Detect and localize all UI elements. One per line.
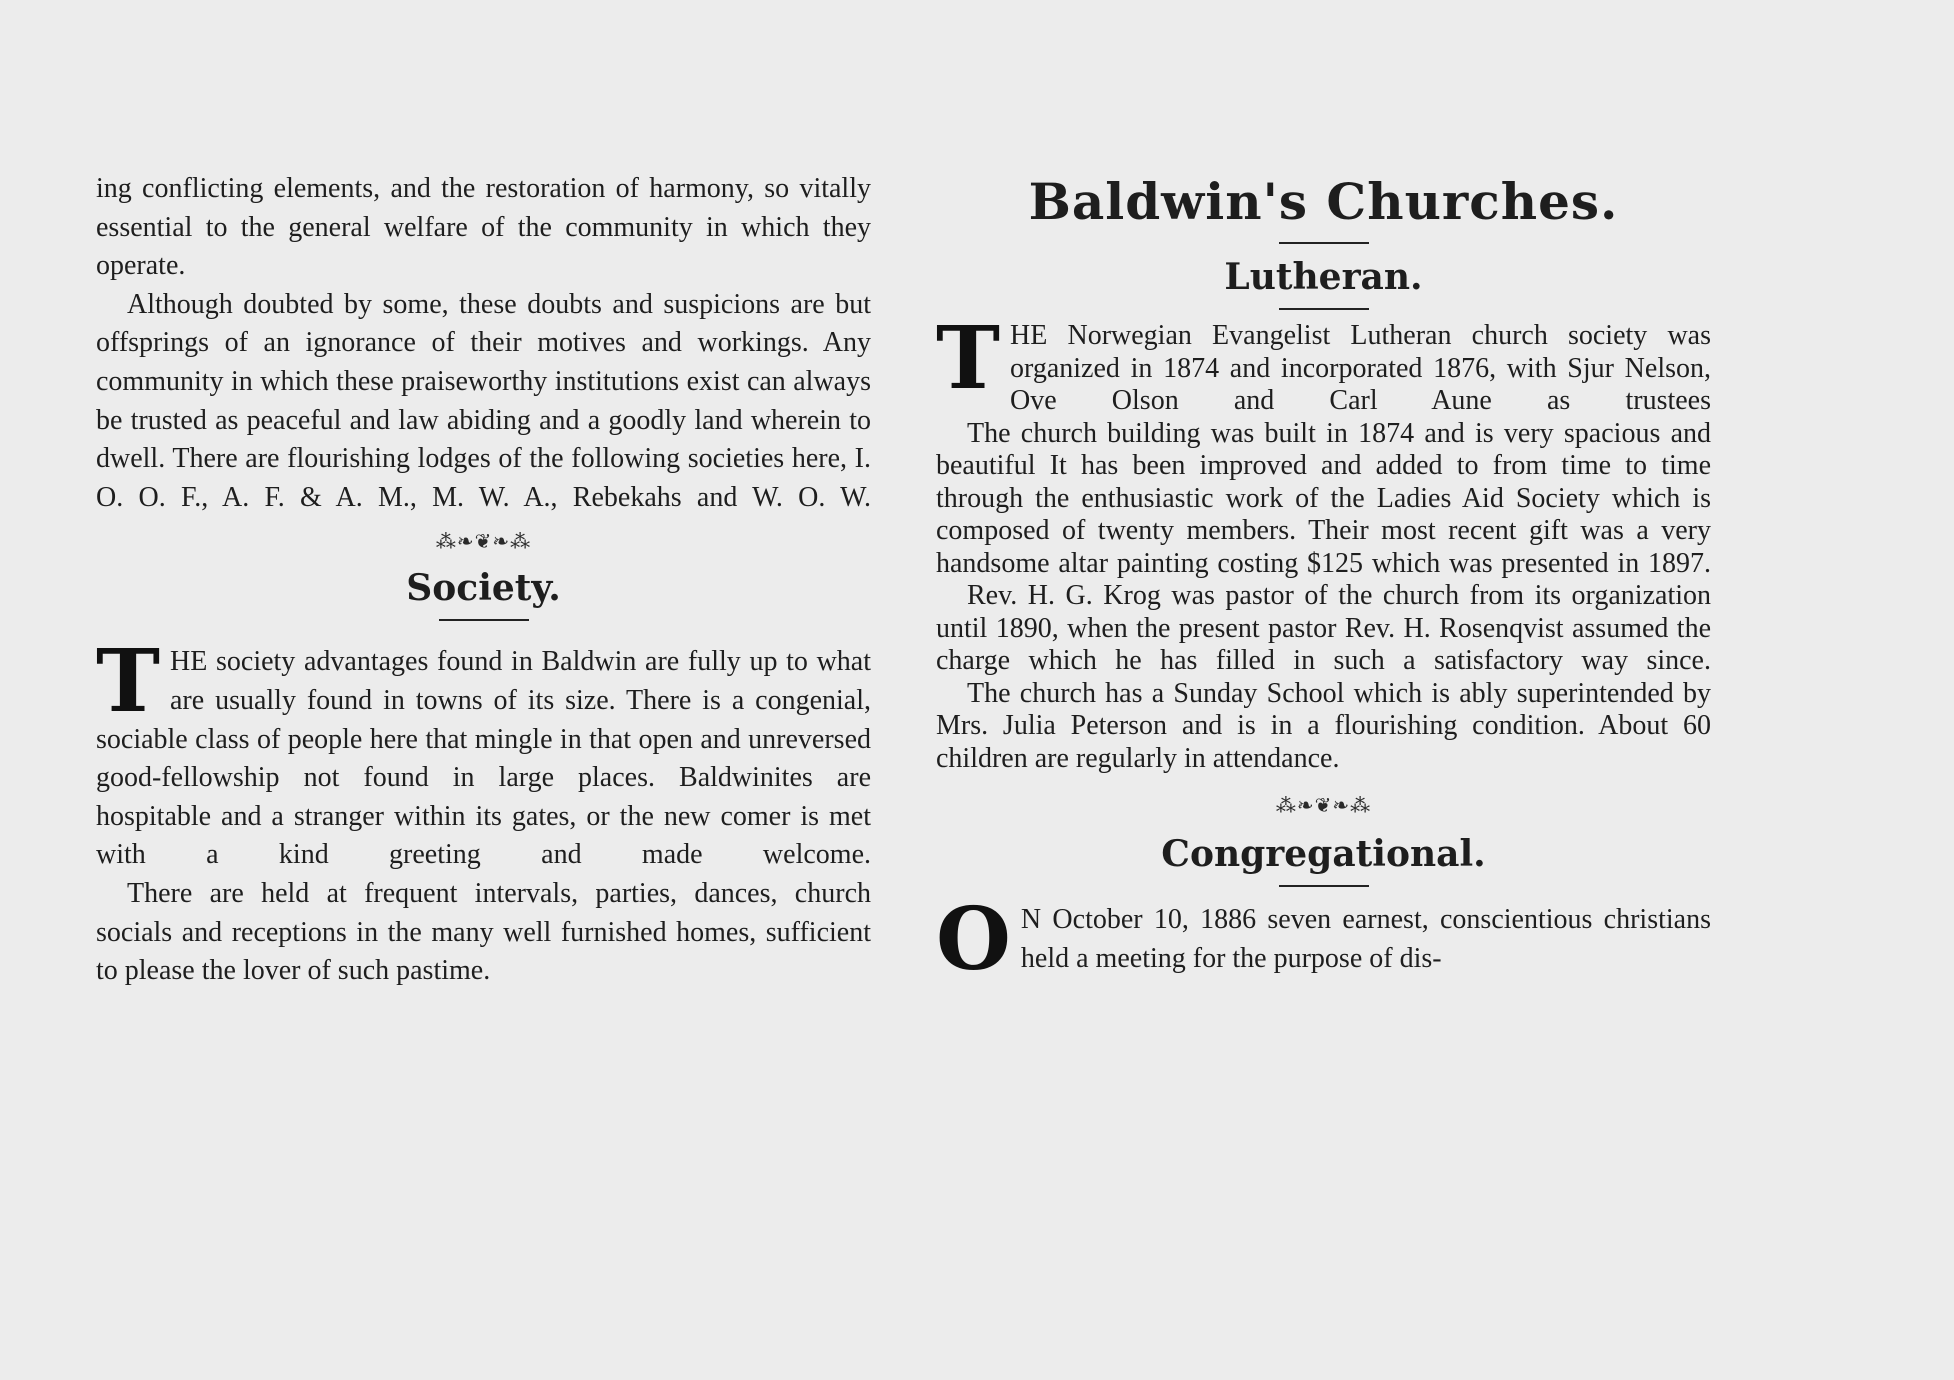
section-title-lutheran: Lutheran. bbox=[1224, 256, 1423, 298]
paragraph-congregational-origin: N October 10, 1886 seven earnest, conscientious christians held a meeting for the purpose of dis- bbox=[1020, 904, 1711, 974]
lutheran-section bbox=[936, 308, 1711, 775]
congregational-section bbox=[936, 889, 1711, 990]
ornament-divider: ⁂❧❦❧⁂ bbox=[435, 531, 532, 554]
section-title-society: Society. bbox=[406, 567, 561, 610]
page-title: Baldwin's Churches. bbox=[1028, 172, 1619, 231]
paragraph-fraternal-intro: ing conflicting elements, and the restoration of harmony, so vitally essential to the general welfare of the community in which they operate. bbox=[96, 173, 871, 282]
paragraph-society-pastimes: There are held at frequent intervals, parties, dances, church socials and receptions in the many well furnished homes, sufficient to please the lover of such pastime. bbox=[96, 877, 871, 987]
dropcap-o: O bbox=[936, 889, 1011, 990]
title-underline bbox=[439, 619, 529, 621]
paragraph-lutheran-pastors: Rev. H. G. Krog was pastor of the church from its organization until 1890, when the present pastor Rev. H. Rosenqvist assumed the charge which he has filled in such a satisfactory way since. bbox=[936, 580, 1711, 676]
left-column bbox=[96, 170, 871, 991]
society-section bbox=[96, 631, 871, 990]
paragraph-society-advantages: HE society advantages found in Baldwin are fully up to what are usually found in towns of its size. There is a congenial, sociable class of people here that mingle in that open and unreversed good-fellowship not found in large places. Baldwinites are hospitable and a stranger within its gates, or the new comer is met with a kind greeting and made welcome. bbox=[96, 646, 871, 871]
title-underline bbox=[1279, 885, 1369, 887]
dropcap-t: T bbox=[96, 631, 160, 733]
title-underline bbox=[1279, 242, 1369, 244]
dropcap-t: T bbox=[936, 308, 1000, 409]
paragraph-fraternal-lodges: Although doubted by some, these doubts and suspicions are but offsprings of an ignorance of their motives and workings. Any community in which these praiseworthy institutions exist can always be trusted as peaceful and law abiding and a goodly land wherein to dwell. There are flourishing lodges of the following societies here, I. O. O. F., A. F. & A. M., M. W. A., Rebekahs and W. O. W. bbox=[96, 288, 871, 513]
paragraph-lutheran-building: The church building was built in 1874 and is very spacious and beautiful It has been improved and added to from time to time through the enthusiastic work of the Ladies Aid Society which is composed of twenty members. Their most recent gift was a very handsome altar painting costing $125 which was presented in 1897. bbox=[936, 417, 1711, 579]
paragraph-lutheran-sunday-school: The church has a Sunday School which is ably superintended by Mrs. Julia Peterson and is in a flourishing condition. About 60 children are regularly in attendance. bbox=[936, 677, 1711, 774]
right-column bbox=[936, 168, 1711, 990]
title-underline bbox=[1279, 308, 1369, 310]
paragraph-lutheran-organization: HE Norwegian Evangelist Lutheran church society was organized in 1874 and incorporated 1876, with Sjur Nelson, Ove Olson and Carl Aune as trustees bbox=[1010, 320, 1711, 416]
ornament-divider: ⁂❧❦❧⁂ bbox=[1275, 795, 1372, 817]
section-title-congregational: Congregational. bbox=[1161, 833, 1486, 875]
